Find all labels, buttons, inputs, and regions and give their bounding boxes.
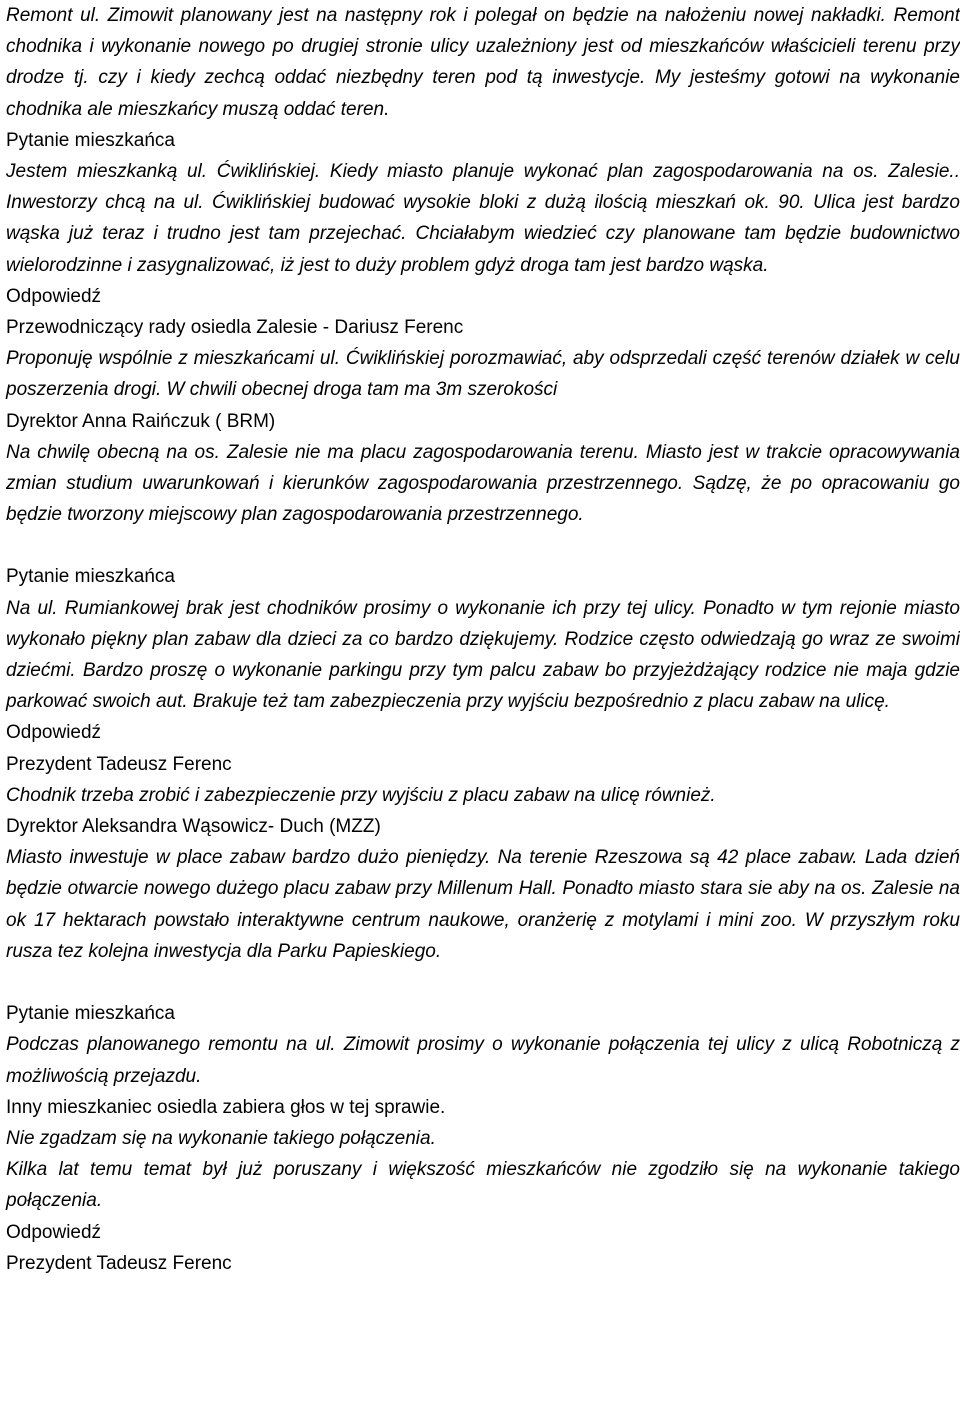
- blank-line: [6, 967, 960, 998]
- speaker-director-brm: Dyrektor Anna Raińczuk ( BRM): [6, 410, 276, 432]
- paragraph-director-mzz-answer: Miasto inwestuje w place zabaw bardzo dużo pieniędzy. Na terenie Rzeszowa są 42 place zabaw. Lada dzień będzie otwarcie nowego dużego placu zabaw przy Millenum Hall. Ponadto miasto stara sie aby na os. Zalesie na ok 17 hektarach powstało interaktywne centrum naukowe, oranżerię z motylami i mini zoo. W przyszłym roku rusza tez kolejna inwestycja dla Parku Papieskiego.: [6, 847, 960, 962]
- note-other-resident: Inny mieszkaniec osiedla zabiera głos w tej sprawie.: [6, 1096, 446, 1118]
- speaker-director-mzz: Dyrektor Aleksandra Wąsowicz- Duch (MZZ): [6, 816, 381, 838]
- paragraph-road-repair-answer: Remont ul. Zimowit planowany jest na następny rok i polegał on będzie na nałożeniu nowej nakładki. Remont chodnika i wykonanie nowego po drugiej stronie ulicy uzależniony jest od mieszkańców właścicieli terenu przy drodze tj. czy i kiedy zechcą oddać niezbędny teren pod tą inwestycje. My jesteśmy gotowi na wykonanie chodnika ale mieszkańcy muszą oddać teren.: [6, 5, 960, 120]
- heading-answer-2: Odpowiedź: [6, 722, 102, 744]
- heading-answer-3: Odpowiedź: [6, 1221, 102, 1243]
- paragraph-previous-discussion: Kilka lat temu temat był już poruszany i większość mieszkańców nie zgodziło się na wykonanie takiego połączenia.: [6, 1159, 960, 1212]
- paragraph-president-answer: Chodnik trzeba zrobić i zabezpieczenie przy wyjściu z placu zabaw na ulicę również.: [6, 784, 716, 806]
- blank-line: [6, 530, 960, 561]
- paragraph-director-brm-answer: Na chwilę obecną na os. Zalesie nie ma placu zagospodarowania terenu. Miasto jest w trakcie opracowywania zmian studium uwarunkowań i kierunków zagospodarowania przestrzennego. Sądzę, że po opracowaniu go będzie tworzony miejscowy plan zagospodarowania przestrzennego.: [6, 441, 960, 526]
- paragraph-resident-question-3: Podczas planowanego remontu na ul. Zimowit prosimy o wykonanie połączenia tej ulicy z ulicą Robotniczą z możliwością przejazdu.: [6, 1034, 960, 1087]
- paragraph-objection: Nie zgadzam się na wykonanie takiego połączenia.: [6, 1127, 436, 1149]
- speaker-president-1: Prezydent Tadeusz Ferenc: [6, 753, 232, 775]
- heading-resident-question-3: Pytanie mieszkańca: [6, 1003, 175, 1025]
- paragraph-resident-question-1: Jestem mieszkanką ul. Ćwiklińskiej. Kiedy miasto planuje wykonać plan zagospodarowania na os. Zalesie.. Inwestorzy chcą na ul. Ćwiklińskiej budować wysokie bloki z dużą ilością mieszkań ok. 90. Ulica jest bardzo wąska już teraz i trudno jest tam przejechać. Chciałabym wiedzieć czy planowane tam będzie budownictwo wielorodzinne i zasygnalizować, iż jest to duży problem gdyż droga tam jest bardzo wąska.: [6, 161, 960, 276]
- paragraph-chairman-answer: Proponuję wspólnie z mieszkańcami ul. Ćwiklińskiej porozmawiać, aby odsprzedali część terenów działek w celu poszerzenia drogi. W chwili obecnej droga tam ma 3m szerokości: [6, 348, 960, 401]
- speaker-council-chairman: Przewodniczący rady osiedla Zalesie - Dariusz Ferenc: [6, 317, 464, 339]
- heading-resident-question-1: Pytanie mieszkańca: [6, 129, 175, 151]
- heading-resident-question-2: Pytanie mieszkańca: [6, 566, 175, 588]
- heading-answer-1: Odpowiedź: [6, 285, 102, 307]
- paragraph-resident-question-2: Na ul. Rumiankowej brak jest chodników prosimy o wykonanie ich przy tej ulicy. Ponadto w tym rejonie miasto wykonało piękny plan zabaw dla dzieci za co bardzo dziękujemy. Rodzice często odwiedzają go wraz ze swoimi dziećmi. Bardzo proszę o wykonanie parkingu przy tym palcu zabaw bo przyjeżdżający rodzice nie maja gdzie parkować swoich aut. Brakuje też tam zabezpieczenia przy wyjściu bezpośrednio z placu zabaw na ulicę.: [6, 597, 960, 713]
- speaker-president-2: Prezydent Tadeusz Ferenc: [6, 1252, 232, 1274]
